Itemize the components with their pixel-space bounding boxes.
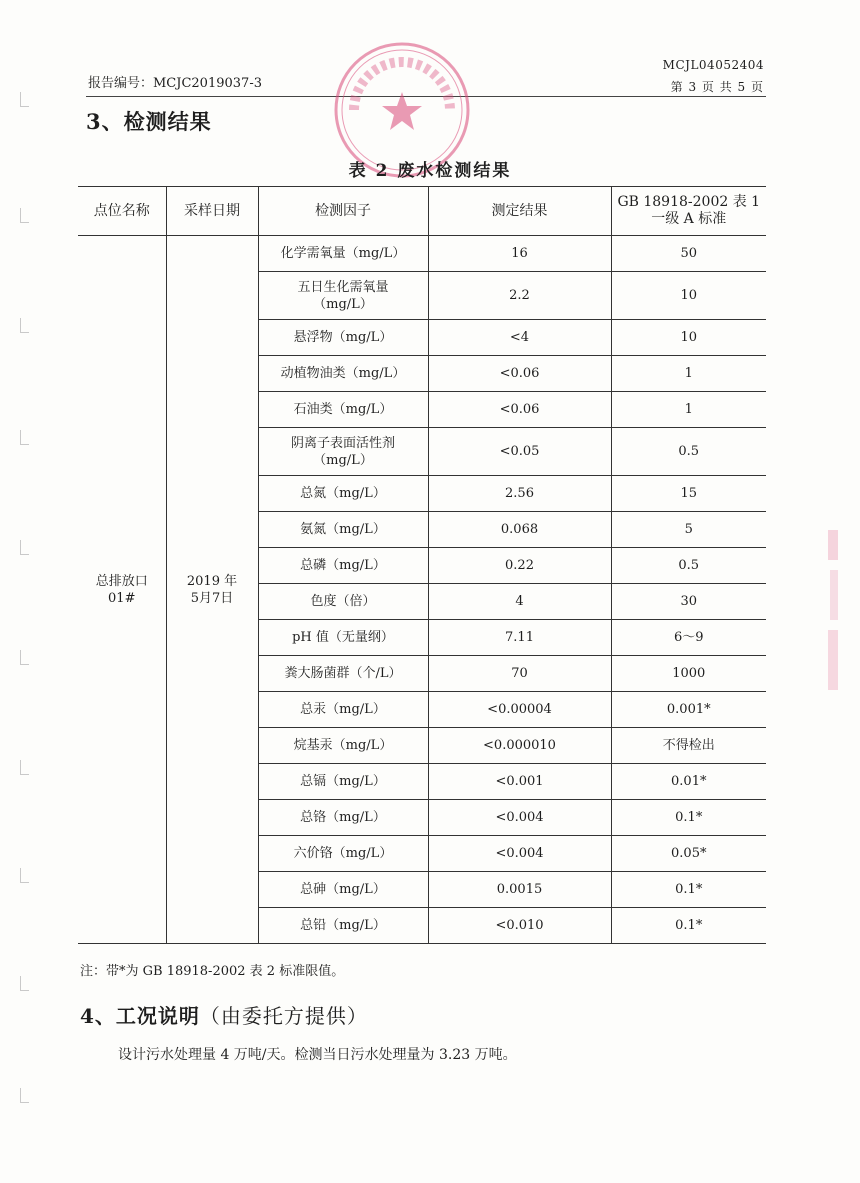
section-3-title: 3、检测结果	[86, 109, 212, 134]
table-note: 注：带*为 GB 18918-2002 表 2 标准限值。	[80, 964, 345, 979]
result-cell: 2.2	[428, 272, 611, 320]
factor-cell: pH 值（无量纲）	[258, 620, 428, 656]
table-row	[78, 236, 766, 272]
result-cell: <0.06	[428, 356, 611, 392]
result-cell: <0.05	[428, 428, 611, 476]
table-title: 表 2 废水检测结果	[348, 161, 512, 181]
factor-cell: 化学需氧量（mg/L）	[258, 236, 428, 272]
result-cell: 70	[428, 656, 611, 692]
section-4-title	[80, 1000, 368, 1029]
factor-cell: 总铬（mg/L）	[258, 800, 428, 836]
standard-cell: 0.05*	[611, 836, 766, 872]
standard-cell: 50	[611, 236, 766, 272]
standard-cell: 10	[611, 272, 766, 320]
col-header-date: 采样日期	[166, 187, 258, 236]
page-number: 第 3 页 共 5 页	[670, 80, 764, 94]
factor-cell: 阴离子表面活性剂（mg/L）	[258, 428, 428, 476]
results-table	[78, 186, 766, 944]
sample-date-cell: 2019 年 5月7日	[166, 236, 258, 944]
factor-cell: 总汞（mg/L）	[258, 692, 428, 728]
col-header-factor: 检测因子	[258, 187, 428, 236]
factor-cell: 动植物油类（mg/L）	[258, 356, 428, 392]
section-4-subtitle: （由委托方提供）	[199, 1004, 368, 1028]
standard-cell: 6～9	[611, 620, 766, 656]
table-header-row	[78, 187, 766, 236]
factor-cell: 总氮（mg/L）	[258, 476, 428, 512]
section-4-heading: 4、工况说明	[80, 1004, 200, 1028]
standard-cell: 15	[611, 476, 766, 512]
result-cell: 0.0015	[428, 872, 611, 908]
standard-cell: 30	[611, 584, 766, 620]
standard-cell: 1000	[611, 656, 766, 692]
result-cell: <0.004	[428, 836, 611, 872]
result-cell: 4	[428, 584, 611, 620]
result-cell: 7.11	[428, 620, 611, 656]
standard-cell: 0.5	[611, 548, 766, 584]
result-cell: <0.000010	[428, 728, 611, 764]
document-code: MCJL04052404	[662, 58, 764, 72]
result-cell: <0.001	[428, 764, 611, 800]
standard-cell: 5	[611, 512, 766, 548]
standard-cell: 0.1*	[611, 800, 766, 836]
result-cell: <0.00004	[428, 692, 611, 728]
factor-cell: 悬浮物（mg/L）	[258, 320, 428, 356]
factor-cell: 六价铬（mg/L）	[258, 836, 428, 872]
standard-cell: 10	[611, 320, 766, 356]
factor-cell: 粪大肠菌群（个/L）	[258, 656, 428, 692]
factor-cell: 五日生化需氧量（mg/L）	[258, 272, 428, 320]
result-cell: <0.06	[428, 392, 611, 428]
standard-cell: 1	[611, 392, 766, 428]
col-header-location: 点位名称	[78, 187, 166, 236]
standard-cell: 0.5	[611, 428, 766, 476]
result-cell: 0.22	[428, 548, 611, 584]
result-cell: <4	[428, 320, 611, 356]
factor-cell: 总铅（mg/L）	[258, 908, 428, 944]
section-4-body: 设计污水处理量 4 万吨/天。检测当日污水处理量为 3.23 万吨。	[118, 1047, 517, 1063]
result-cell: 0.068	[428, 512, 611, 548]
factor-cell: 色度（倍）	[258, 584, 428, 620]
factor-cell: 总镉（mg/L）	[258, 764, 428, 800]
edge-seal-icon	[826, 530, 842, 710]
result-cell: 16	[428, 236, 611, 272]
standard-cell: 不得检出	[611, 728, 766, 764]
result-cell: 2.56	[428, 476, 611, 512]
col-header-result: 测定结果	[428, 187, 611, 236]
header-divider	[86, 96, 766, 97]
location-cell: 总排放口 01#	[78, 236, 166, 944]
standard-cell: 0.1*	[611, 908, 766, 944]
standard-cell: 0.01*	[611, 764, 766, 800]
factor-cell: 石油类（mg/L）	[258, 392, 428, 428]
standard-cell: 0.001*	[611, 692, 766, 728]
report-number: 报告编号：MCJC2019037-3	[88, 76, 262, 91]
result-cell: <0.010	[428, 908, 611, 944]
factor-cell: 总磷（mg/L）	[258, 548, 428, 584]
col-header-standard: GB 18918-2002 表 1 一级 A 标准	[611, 187, 766, 236]
factor-cell: 总砷（mg/L）	[258, 872, 428, 908]
standard-cell: 0.1*	[611, 872, 766, 908]
factor-cell: 烷基汞（mg/L）	[258, 728, 428, 764]
standard-cell: 1	[611, 356, 766, 392]
factor-cell: 氨氮（mg/L）	[258, 512, 428, 548]
result-cell: <0.004	[428, 800, 611, 836]
